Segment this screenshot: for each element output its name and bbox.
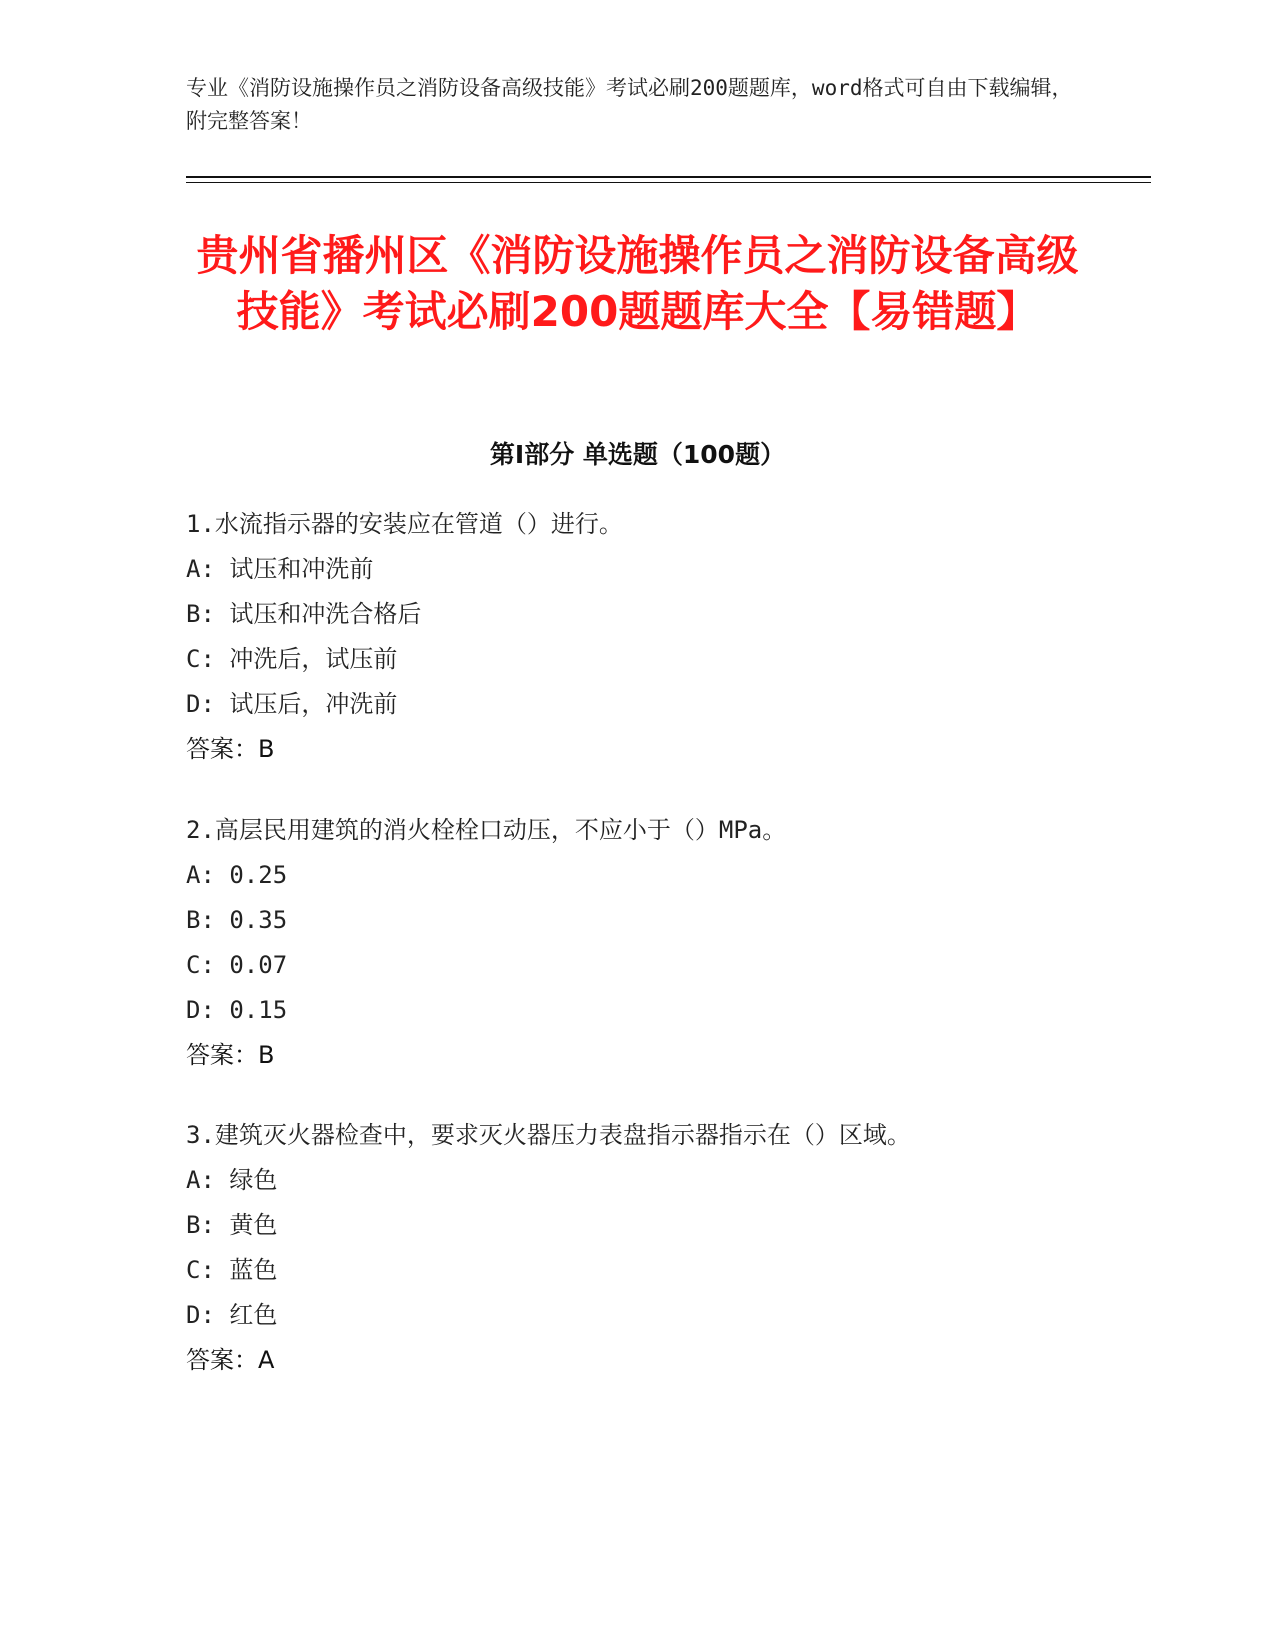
- question-stem: 2.高层民用建筑的消火栓栓口动压，不应小于（）MPa。: [186, 816, 787, 844]
- option-c: C: 蓝色: [186, 1256, 278, 1284]
- document-title: 贵州省播州区《消防设施操作员之消防设备高级技能》考试必刷200题题库大全【易错题】: [196, 231, 1079, 336]
- option-b: B: 试压和冲洗合格后: [186, 600, 422, 628]
- option-d: D: 红色: [186, 1301, 278, 1329]
- question-stem: 3.建筑灭火器检查中，要求灭火器压力表盘指示器指示在（）区域。: [186, 1121, 911, 1149]
- section-heading: 第Ⅰ部分 单选题（100题）: [489, 440, 786, 469]
- option-b: B: 黄色: [186, 1211, 278, 1239]
- option-a: A: 0.25: [186, 861, 288, 889]
- question-3: [186, 1113, 1086, 1383]
- option-a: A: 绿色: [186, 1166, 278, 1194]
- option-c: C: 0.07: [186, 951, 288, 979]
- answer: 答案：B: [186, 1041, 275, 1069]
- question-stem: 1.水流指示器的安装应在管道（）进行。: [186, 510, 623, 538]
- option-b: B: 0.35: [186, 906, 288, 934]
- option-d: D: 0.15: [186, 996, 288, 1024]
- answer: 答案：B: [186, 735, 275, 763]
- header-divider-thin: [186, 182, 1151, 183]
- header-divider-thick: [186, 176, 1151, 178]
- option-d: D: 试压后，冲洗前: [186, 690, 398, 718]
- option-c: C: 冲洗后，试压前: [186, 645, 398, 673]
- answer: 答案：A: [186, 1346, 275, 1374]
- option-a: A: 试压和冲洗前: [186, 555, 374, 583]
- question-2: [186, 808, 1086, 1078]
- question-1: [186, 502, 1086, 772]
- header-note: 专业《消防设施操作员之消防设备高级技能》考试必刷200题题库，word格式可自由下载编辑，附完整答案！: [186, 76, 1073, 133]
